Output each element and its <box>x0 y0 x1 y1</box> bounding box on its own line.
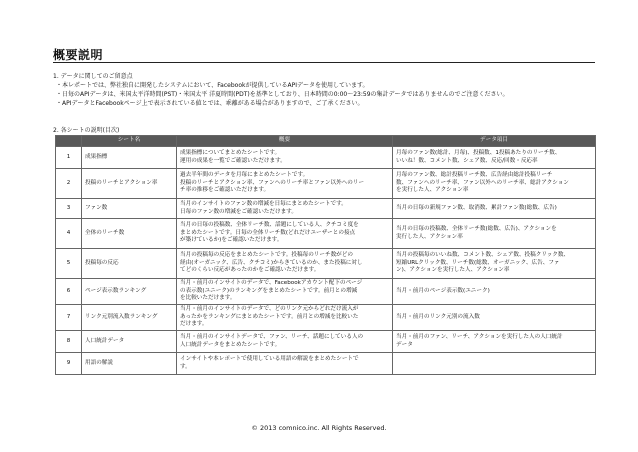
sheet-summary: 当月の日毎の投稿数、全体リーチ数、話題にしている人、クチコミ度を まとめたシートです。日毎の全体リーチ数(どれだけユーザーとの接点 が築けているか)をご確認いただけます。 <box>177 219 393 249</box>
sheet-name: リンク元別流入数ランキング <box>82 305 177 331</box>
data-items <box>393 353 596 375</box>
sheet-index-table <box>55 135 596 375</box>
table-row <box>56 305 596 331</box>
sheet-name: 投稿毎の反応 <box>82 249 177 279</box>
data-items: 当月・前月のリンク元別の流入数 <box>393 305 596 331</box>
table-row <box>56 249 596 279</box>
data-items: 月毎のファン数、総計投稿リーチ数、広告経由総計投稿リーチ 数、ファンへのリーチ率、ファン以外へのリーチ率、総計アクション を実行した人、アクション率 <box>393 169 596 199</box>
header-sheet-name: シート名 <box>82 136 177 147</box>
sheet-name: 人口統計データ <box>82 331 177 353</box>
sheet-summary: 過去半年間のデータを月毎にまとめたシートです。 投稿のリーチとアクション率、ファンへのリーチ率とファン以外へのリー チ率の推移をご確認いただけます。 <box>177 169 393 199</box>
sheet-name: 投稿のリーチとアクション率 <box>82 169 177 199</box>
header-data-items: データ項目 <box>393 136 596 147</box>
sheet-summary: 成果指標についてまとめたシートです。 運用の成果を一覧でご確認いただけます。 <box>177 147 393 169</box>
notes-heading: 1. データに関してのご留意点 <box>53 73 133 80</box>
section-heading: 2. 各シートの説明(目次) <box>53 127 120 134</box>
table-row <box>56 199 596 219</box>
data-items: 当月の日毎の新規ファン数、取消数、累計ファン数(総数、広告) <box>393 199 596 219</box>
sheet-summary: 当月・前月のインサイトのデータで、Facebookアカウント配下のページ の表示数(ユニーク)のランキングをまとめたシートです。前月との増減 を比較いただけます。 <box>177 279 393 305</box>
data-notes <box>53 72 598 108</box>
table-row <box>56 219 596 249</box>
row-number: 8 <box>56 331 82 353</box>
table-header-row <box>56 136 596 147</box>
note-item: ・本レポートでは、弊社独自に開発したシステムにおいて、Facebookが提供しているAPIデータを使用しています。 <box>56 82 369 89</box>
note-item: ・APIデータとFacebookページ上で表示されている値とでは、乖離がある場合がありますので、ご了承ください。 <box>56 100 364 107</box>
copyright-footer: © 2013 comnico.inc. All Rights Reserved. <box>251 424 387 432</box>
sheet-name: 全体のリーチ数 <box>82 219 177 249</box>
sheet-name: ページ表示数ランキング <box>82 279 177 305</box>
row-number: 9 <box>56 353 82 375</box>
header-no <box>56 136 82 147</box>
data-items: 当月の日毎の投稿数、全体リーチ数(総数、広告)、アクションを 実行した人、アクション率 <box>393 219 596 249</box>
row-number: 4 <box>56 219 82 249</box>
table-row <box>56 169 596 199</box>
title-divider <box>53 62 595 63</box>
row-number: 1 <box>56 147 82 169</box>
sheet-summary: インサイトや本レポートで使用している用語の解説をまとめたシートで す。 <box>177 353 393 375</box>
data-items: 月毎のファン数(総計、月毎)、投稿数、1投稿あたりのリーチ数、 いいね！数、コメント数、シェア数、反応/回数・反応率 <box>393 147 596 169</box>
row-number: 3 <box>56 199 82 219</box>
data-items: 当月・前月のページ表示数(ユニーク) <box>393 279 596 305</box>
sheet-summary: 当月の投稿毎の反応をまとめたシートです。投稿毎のリーチ数がどの 経由(オーガニック、広告、クチコミ)からきているのか、また投稿に対し てどのくらい反応があったのかをご確認いただけます。 <box>177 249 393 279</box>
row-number: 7 <box>56 305 82 331</box>
table-row <box>56 331 596 353</box>
table-row <box>56 147 596 169</box>
data-items: 当月の投稿毎のいいね数、コメント数、シェア数、投稿クリック数、 短縮URLクリック数、リーチ数(総数、オーガニック、広告、ファ ン)、アクションを実行した人、アクション率 <box>393 249 596 279</box>
row-number: 5 <box>56 249 82 279</box>
sheet-summary: 当月のインサイトのファン数の増減を日毎にまとめたシートです。 日毎のファン数の増減をご確認いただけます。 <box>177 199 393 219</box>
sheet-name: 用語の解説 <box>82 353 177 375</box>
table-row <box>56 353 596 375</box>
row-number: 6 <box>56 279 82 305</box>
header-summary: 概要 <box>177 136 393 147</box>
sheet-summary: 当月・前月のインサイトデータで、ファン、リーチ、話題にしている人の 人口統計データをまとめたシートです。 <box>177 331 393 353</box>
table-row <box>56 279 596 305</box>
sheet-name: 成果指標 <box>82 147 177 169</box>
data-items: 当月・前月のファン、リーチ、アクションを実行した人の人口統計 データ <box>393 331 596 353</box>
note-item: ・日毎のAPIデータは、米国太平洋時間(PST)・米国太平 洋夏時間(PDT)を基準としており、日本時間の0:00～23:59の集計データではありませんのでご注意ください。 <box>56 91 509 98</box>
row-number: 2 <box>56 169 82 199</box>
page-title: 概要説明 <box>53 48 104 62</box>
sheet-name: ファン数 <box>82 199 177 219</box>
sheet-summary: 当月・前月のインサイトのデータで、どのリンク元からどれだけ流入が あったかをランキングにまとめたシートです。前月との増減を比較いた だけます。 <box>177 305 393 331</box>
